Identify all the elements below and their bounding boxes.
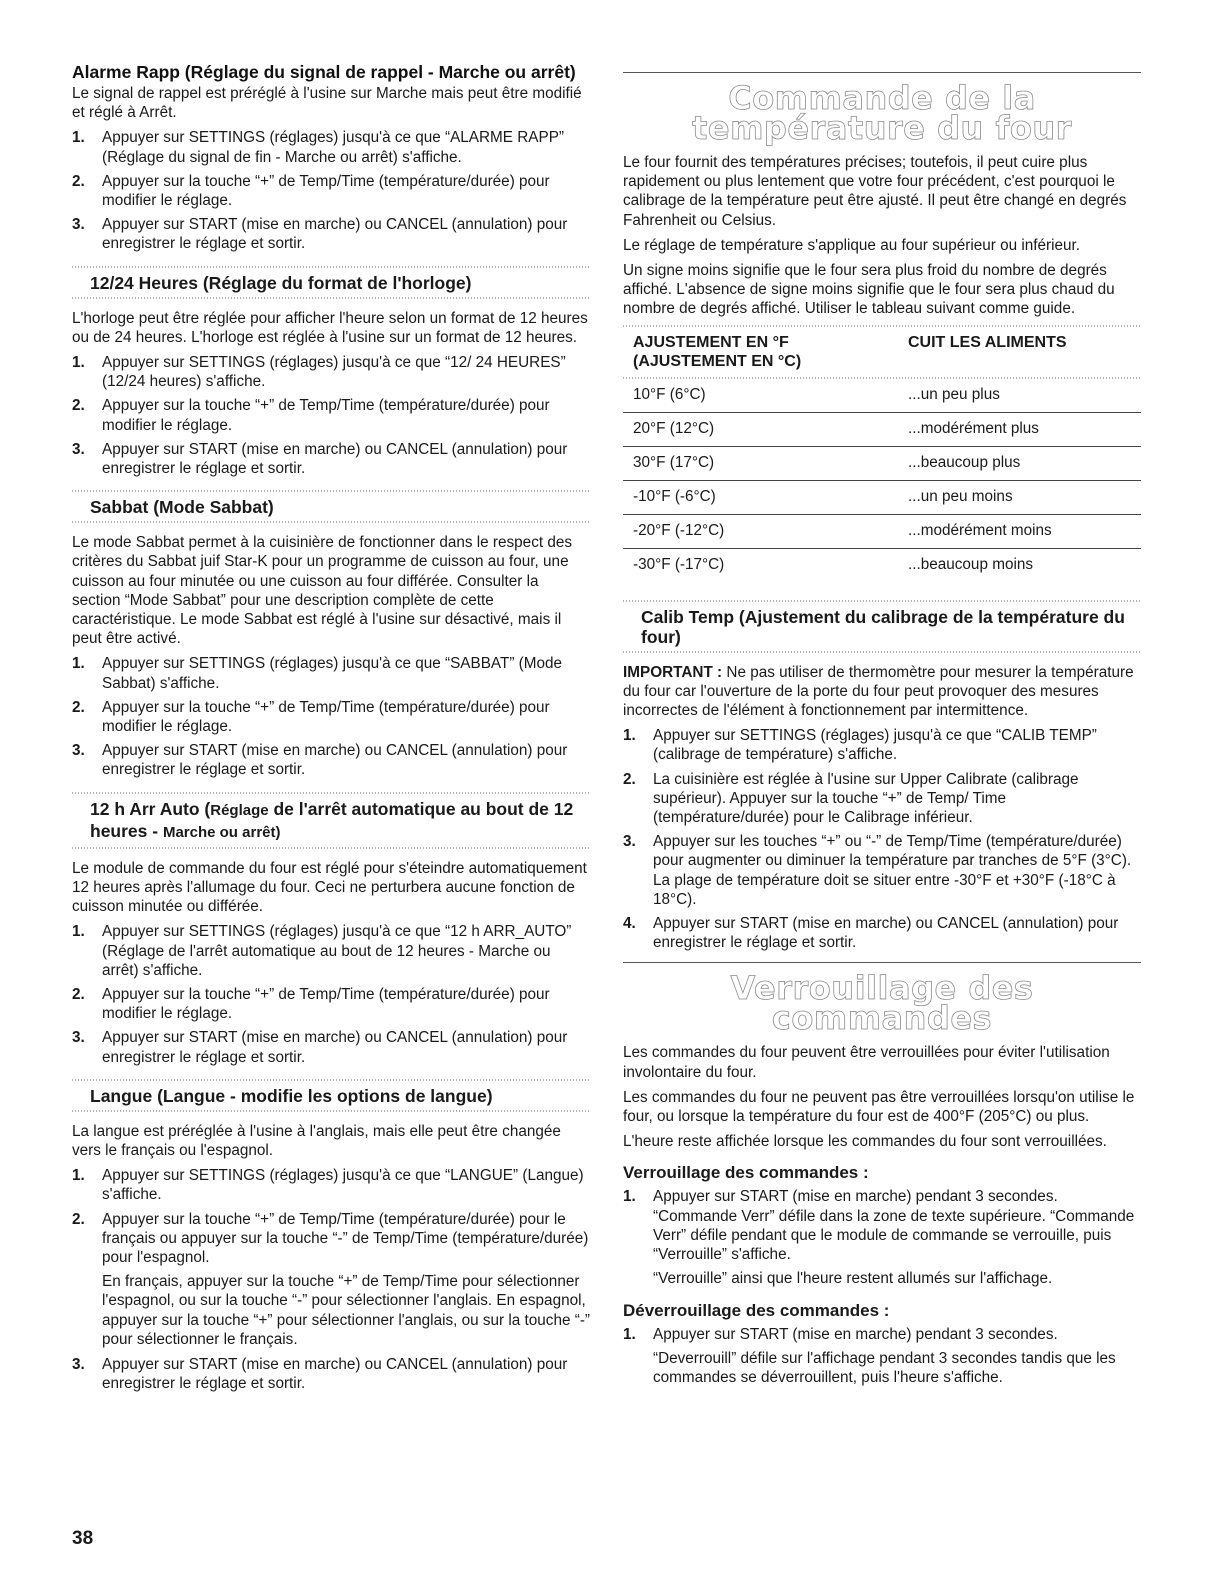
step-text: Appuyer sur START (mise en marche) ou CANCEL (annulation) pour enregistrer le réglage et sortir. [102, 1355, 568, 1393]
page-number: 38 [72, 1528, 94, 1549]
section-intro: L'horloge peut être réglée pour afficher l'heure selon un format de 12 heures ou de 24 heures. L'horloge est réglée à l'usine sur un format de 12 heures. [72, 309, 588, 346]
table-cell: ...modérément moins [908, 522, 1052, 540]
left-column [72, 62, 590, 1398]
steps-list [72, 353, 590, 478]
step-number: 1. [623, 1325, 636, 1343]
step-number: 2. [72, 172, 85, 190]
table-cell: 10°F (6°C) [633, 386, 706, 404]
section-langue [72, 1079, 590, 1394]
section-heading-band [72, 792, 590, 849]
section-heading-band [72, 490, 590, 523]
section-intro: La langue est préréglée à l'usine à l'anglais, mais elle peut être changée vers le français ou l'espagnol. [72, 1122, 561, 1159]
heading-part: 12 h Arr Auto ( [90, 798, 211, 819]
list-item [623, 1325, 1141, 1344]
list-item [72, 741, 590, 779]
table-header-cell [623, 333, 908, 371]
table-cell: -30°F (-17°C) [633, 556, 725, 574]
list-item [72, 1166, 590, 1204]
step-text: Appuyer sur SETTINGS (réglages) jusqu'à ce que “SABBAT” (Mode Sabbat) s'affiche. [102, 655, 563, 692]
list-item [72, 128, 590, 166]
step-note: “Verrouille” ainsi que l'heure restent allumés sur l'affichage. [653, 1270, 1053, 1288]
table-row [623, 379, 1141, 413]
steps-list [623, 726, 1141, 952]
section-heading: Alarme Rapp (Réglage du signal de rappel - Marche ou arrêt) [72, 62, 576, 82]
paragraph: Les commandes du four ne peuvent pas être verrouillées lorsqu'on utilise le four, ou lorsque la température du four est de 400°F (205°C) ou plus. [623, 1088, 1135, 1126]
table-cell: ...modérément plus [908, 420, 1039, 438]
paragraph: Le four fournit des températures précises; toutefois, il peut cuire plus rapidement ou plus lentement que votre four précédent, c'est pourquoi le calibrage de la température peut être ajusté. Il peut être changé en degrés Fahrenheit ou Celsius. [623, 154, 1127, 229]
step-number: 2. [623, 770, 636, 788]
list-item [72, 1028, 590, 1066]
section-heading: Langue (Langue - modifie les options de langue) [90, 1085, 493, 1106]
section-heading-band [72, 1079, 590, 1112]
heading-part: Réglage [210, 801, 269, 819]
paragraph: Les commandes du four peuvent être verrouillées pour éviter l'utilisation involontaire du four. [623, 1044, 1110, 1081]
list-item [623, 832, 1141, 909]
divider [623, 72, 1141, 73]
step-text: Appuyer sur SETTINGS (réglages) jusqu'à ce que “12/ 24 HEURES” (12/24 heures) s'affiche. [102, 354, 566, 391]
heading-part: Marche ou arrêt) [162, 823, 281, 841]
paragraph: Un signe moins signifie que le four sera plus froid du nombre de degrés affiché. L'absence de signe moins signifie que le four sera plus chaud du nombre de degrés affiché. Utiliser le tableau suivant comme guide. [623, 262, 1115, 318]
heading-part: de l'arrêt automatique au bout de 12 heures - [90, 798, 574, 841]
step-text: Appuyer sur la touche “+” de Temp/Time (température/durée) pour modifier le réglage. [102, 172, 550, 210]
step-number: 4. [623, 915, 636, 933]
step-text: Appuyer sur SETTINGS (réglages) jusqu'à ce que “CALIB TEMP” (calibrage de température) s'affiche. [653, 727, 1097, 764]
step-text: Appuyer sur START (mise en marche) pendant 3 secondes. [653, 1325, 1058, 1343]
section-intro: Le mode Sabbat permet à la cuisinière de fonctionner dans le respect des critères du Sabbat juif Star-K pour un programme de cuisson au four, une cuisson au four minutée ou une cuisson au four différée. Consulter la section “Mode Sabbat” pour une description complète de cette caractéristique. Le mode Sabbat est réglé à l'usine sur désactivé, mais il peut être activé. [72, 534, 573, 648]
steps-list [72, 1166, 590, 1267]
section-heading-band [72, 266, 590, 299]
table-cell: ...beaucoup moins [908, 556, 1034, 574]
step-text: Appuyer sur START (mise en marche) ou CANCEL (annulation) pour enregistrer le réglage et sortir. [102, 440, 568, 478]
step-text: La cuisinière est réglée à l'usine sur Upper Calibrate (calibrage supérieur). Appuyer sur la touche “+” de Temp/ Time (température/durée) pour le Calibrage inférieur. [653, 770, 1079, 827]
list-item [72, 396, 590, 434]
step-text: Appuyer sur SETTINGS (réglages) jusqu'à ce que “ALARME RAPP” (Réglage du signal de fin - Marche ou arrêt) s'affiche. [102, 129, 565, 166]
step-text: Appuyer sur la touche “+” de Temp/Time (température/durée) pour modifier le réglage. [102, 985, 550, 1023]
step-text: Appuyer sur START (mise en marche) ou CANCEL (annulation) pour enregistrer le réglage et sortir. [102, 742, 568, 779]
steps-list [623, 1187, 1141, 1264]
step-text: Appuyer sur les touches “+” ou “-” de Temp/Time (température/durée) pour augmenter ou diminuer la température par tranches de 5°F (3°C). La plage de température doit se situer entre -30°F et +30°F (-18°C à 18°C). [653, 833, 1132, 908]
step-text: Appuyer sur START (mise en marche) ou CANCEL (annulation) pour enregistrer le réglage et sortir. [653, 915, 1119, 952]
step-number: 3. [623, 833, 636, 851]
step-text: Appuyer sur SETTINGS (réglages) jusqu'à ce que “LANGUE” (Langue) s'affiche. [102, 1167, 584, 1204]
step-number: 1. [72, 1167, 85, 1185]
table-row [623, 447, 1141, 481]
calibration-table [623, 325, 1141, 582]
section-intro: Le module de commande du four est réglé pour s'éteindre automatiquement 12 heures après l'allumage du four. Ceci ne perturbera aucune fonction de cuisson minutée ou différée. [72, 859, 587, 916]
step-text: Appuyer sur la touche “+” de Temp/Time (température/durée) pour modifier le réglage. [102, 698, 550, 736]
list-item [623, 914, 1141, 952]
important-text: Ne pas utiliser de thermomètre pour mesurer la température du four car l'ouverture de la porte du four peut provoquer des mesures incorrectes de l'élément à fonctionnement par intermittence. [623, 663, 1134, 720]
section-12-24-heures [72, 266, 590, 479]
important-label: IMPORTANT : [623, 663, 723, 681]
list-item [72, 922, 590, 980]
list-item [623, 1187, 1141, 1264]
section-sabbat [72, 490, 590, 779]
right-column [623, 62, 1141, 1393]
section-heading [90, 799, 590, 843]
important-note [623, 663, 1141, 721]
step-note: En français, appuyer sur la touche “+” de Temp/Time pour sélectionner l'espagnol, ou sur la touche “-” pour sélectionner l'anglais. En espagnol, appuyer sur la touche “+” pour sélectionner l'anglais, ou sur la touche “-” pour sélectionner le français. [102, 1273, 591, 1348]
divider [623, 962, 1141, 963]
list-item [72, 654, 590, 692]
steps-list [72, 922, 590, 1066]
table-cell: ...beaucoup plus [908, 454, 1021, 472]
section-heading: 12/24 Heures (Réglage du format de l'horloge) [90, 272, 472, 293]
step-note: “Deverrouill” défile sur l'affichage pendant 3 secondes tandis que les commandes se déverrouillent, puis l'heure s'affiche. [653, 1349, 1116, 1386]
step-text: Appuyer sur la touche “+” de Temp/Time (température/durée) pour le français ou appuyer sur la touche “-” de Temp/Time (température/durée) pour l'espagnol. [102, 1210, 589, 1266]
step-number: 2. [72, 698, 85, 716]
list-item [72, 353, 590, 391]
table-header-cell: CUIT LES ALIMENTS [908, 333, 1067, 351]
section-heading-band [623, 600, 1141, 653]
section-intro: Le signal de rappel est préréglé à l'usine sur Marche mais peut être modifié et réglé à Arrêt. [72, 85, 582, 122]
section-heading: Calib Temp (Ajustement du calibrage de la température du four) [641, 606, 1125, 647]
header-line: (AJUSTEMENT EN °C) [633, 352, 802, 370]
table-row [623, 515, 1141, 549]
step-text: Appuyer sur START (mise en marche) ou CANCEL (annulation) pour enregistrer le réglage et sortir. [102, 216, 568, 253]
step-number: 1. [72, 923, 85, 941]
subsection-heading: Déverrouillage des commandes : [623, 1300, 890, 1320]
subsection-heading: Verrouillage des commandes : [623, 1163, 869, 1183]
step-number: 3. [72, 1029, 85, 1047]
table-cell: 20°F (12°C) [633, 420, 715, 438]
table-row [623, 549, 1141, 582]
list-item [72, 440, 590, 478]
step-number: 2. [72, 985, 85, 1003]
step-number: 1. [72, 655, 85, 673]
step-text: Appuyer sur START (mise en marche) ou CANCEL (annulation) pour enregistrer le réglage et sortir. [102, 1029, 568, 1066]
list-item [623, 726, 1141, 764]
list-item [72, 698, 590, 736]
step-text: Appuyer sur la touche “+” de Temp/Time (température/durée) pour modifier le réglage. [102, 397, 550, 434]
step-number: 3. [72, 216, 85, 234]
step-text: Appuyer sur SETTINGS (réglages) jusqu'à ce que “12 h ARR_AUTO” (Réglage de l'arrêt automatique au bout de 12 heures - Marche ou arrêt) s'affiche. [102, 923, 572, 979]
list-item [72, 1355, 590, 1393]
section-title: Verrouillage des commandes [730, 969, 1034, 1038]
section-title: Commande de la température du four [692, 79, 1072, 147]
step-number: 3. [72, 742, 85, 760]
section-12h-arr-auto [72, 792, 590, 1067]
table-cell: -10°F (-6°C) [633, 488, 716, 506]
step-text: Appuyer sur START (mise en marche) pendant 3 secondes. “Commande Verr” défile dans la zone de texte supérieure. “Commande Verr” défile pendant que le module de commande se verrouille, puis “Verrouille” s'affiche. [653, 1188, 1135, 1264]
step-number: 2. [72, 1210, 85, 1228]
step-number: 1. [623, 1188, 636, 1206]
list-item [623, 770, 1141, 828]
paragraph: Le réglage de température s'applique au four supérieur ou inférieur. [623, 236, 1081, 254]
steps-list [72, 1355, 590, 1393]
steps-list [72, 654, 590, 779]
list-item [72, 985, 590, 1023]
section-heading: Sabbat (Mode Sabbat) [90, 497, 274, 518]
step-number: 1. [72, 354, 85, 372]
table-cell: ...un peu moins [908, 488, 1013, 506]
list-item [72, 1210, 590, 1268]
step-number: 1. [623, 727, 636, 745]
step-number: 1. [72, 129, 85, 147]
section-alarme-rapp [72, 62, 590, 254]
table-cell: ...un peu plus [908, 386, 1000, 404]
table-header [623, 325, 1141, 379]
list-item [72, 172, 590, 210]
list-item [72, 215, 590, 253]
header-line: AJUSTEMENT EN °F [633, 333, 789, 351]
step-number: 3. [72, 1355, 85, 1373]
table-cell: -20°F (-12°C) [633, 522, 725, 540]
steps-list [72, 128, 590, 253]
paragraph: L'heure reste affichée lorsque les commandes du four sont verrouillées. [623, 1133, 1107, 1151]
table-row [623, 481, 1141, 515]
steps-list [623, 1325, 1141, 1344]
table-row [623, 413, 1141, 447]
step-number: 2. [72, 397, 85, 415]
table-cell: 30°F (17°C) [633, 454, 715, 472]
step-number: 3. [72, 440, 85, 458]
